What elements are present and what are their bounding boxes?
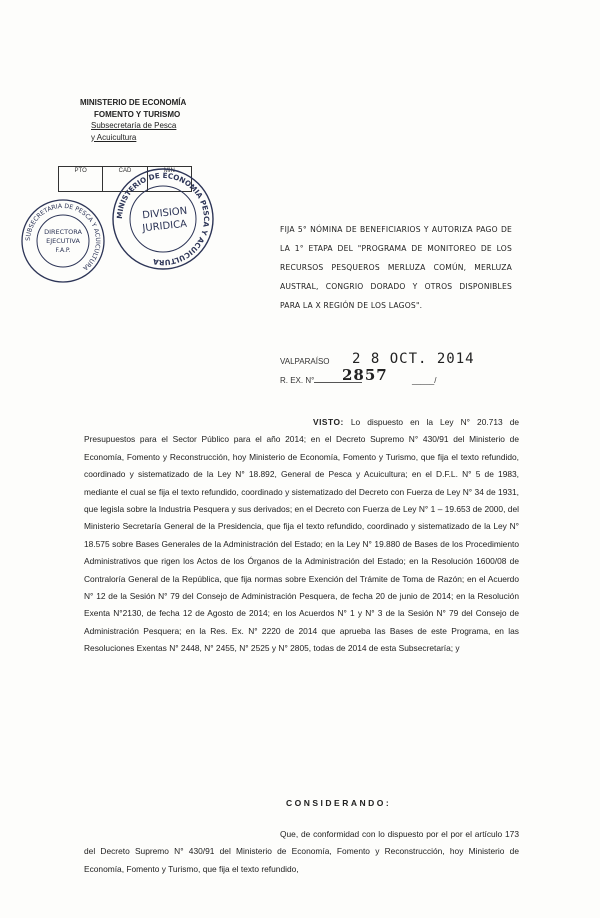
division-juridica-seal <box>110 166 216 272</box>
seal-center-line: DIVISION <box>141 205 188 222</box>
visto-text: Lo dispuesto en la Ley N° 20.713 de Presupuestos para el Sector Público para el año 2014; en el Decreto Supremo N° 430/91 del Ministerio de Economía, Fomento y Reconstrucción, hoy Ministerio de Economía, Fomento y Turismo, que fija el texto refundido, coordinado y sistematizado de la Ley N° 18.892, General de Pesca y Acuicultura; en el D.F.L. N° 5 de 1983, mediante el cual se fija el texto refundido, coordinado y sistematizado del Decreto con Fuerza de Ley N° 34 de 1931, que legisla sobre la Industria Pesquera y sus derivados; en el Decreto con Fuerza de Ley N° 1 – 19.653 de 2000, del Ministerio Secretaría General de la Presidencia, que fija el texto refundido, coordinado y sistematizado de la Ley N° 18.575 sobre Bases Generales de la Administración del Estado; en la Ley N° 19.880 de Bases de los Procedimiento Administrativos que rigen los Actos de los Órganos de la Administración del Estado; en la Resolución 1600/08 de Contraloría General de la República, que fija normas sobre Exención del Trámite de Toma de Razón; en el Acuerdo N° 12 de la Sesión N° 79 del Consejo de Administración Pesquera, de fecha 20 de junio de 2014; en la Resolución Exenta N°2130, de fecha 12 de Agosto de 2014; en los Acuerdos N° 1 y N° 3 de la Sesión N° 79 del Consejo de Administración Pesquera; en la Res. Ex. N° 2220 de 2014 que aprueba las Bases de este Programa, en las Resoluciones Exentas N° 2448, N° 2455, N° 2525 y N° 2805, todas de 2014 de esta Subsecretaría; y <box>84 417 520 654</box>
place-label: VALPARAÍSO <box>280 357 330 366</box>
resolution-title: FIJA 5° NÓMINA DE BENEFICIARIOS Y AUTORIZA PAGO DE LA 1° ETAPA DEL "PROGRAMA DE MONITOREO DE LOS RECURSOS PESQUEROS MERLUZA COMÚN, MERLUZA AUSTRAL, CONGRIO DORADO Y OTROS DISPONIBLES PARA LA X REGIÓN DE LOS LAGOS". <box>280 225 512 310</box>
header-ministry: MINISTERIO DE ECONOMÍA <box>80 98 187 107</box>
seal-ring-text: SUBSECRETARIA DE PESCA Y ACUICULTURA <box>24 202 102 272</box>
resolution-number: 2857 <box>342 366 388 384</box>
considerando-heading: CONSIDERANDO: <box>286 798 392 808</box>
seal-center-line: JURIDICA <box>141 218 188 235</box>
stamp-cell: MIN <box>163 168 175 174</box>
header-subsecretaria: Subsecretaría de Pesca <box>91 121 177 130</box>
date-stamp: 2 8 OCT. 2014 <box>352 351 475 367</box>
rex-label: R. EX. N° <box>280 376 315 385</box>
seal-center-line: DIRECTORA <box>44 228 82 236</box>
considerando-paragraph: Que, de conformidad con lo dispuesto por el por el artículo 173 del Decreto Supremo N° 430/91 del Ministerio de Economía, Fomento y Reconstrucción, hoy Ministerio de Economía, Fomento y Turismo, que fija el texto refundido, <box>84 829 519 874</box>
header-fomento: FOMENTO Y TURISMO <box>94 109 181 119</box>
stamp-cell: CAD <box>103 167 147 191</box>
header-acuicultura: y Acuicultura <box>91 132 137 142</box>
visto-label: VISTO: <box>313 417 344 427</box>
rex-tail: _____/ <box>412 376 437 385</box>
seal-center-line: EJECUTIVA <box>46 237 80 245</box>
visto-paragraph <box>84 414 519 658</box>
directora-ejecutiva-seal <box>20 198 106 284</box>
seal-center-line: F.A.P. <box>55 247 71 254</box>
stamp-cell: PTO <box>59 167 103 191</box>
ministry-header <box>80 97 240 143</box>
seal-ring-text: MINISTERIO DE ECONOMIA PESCA Y ACUICULTURA <box>114 170 212 268</box>
